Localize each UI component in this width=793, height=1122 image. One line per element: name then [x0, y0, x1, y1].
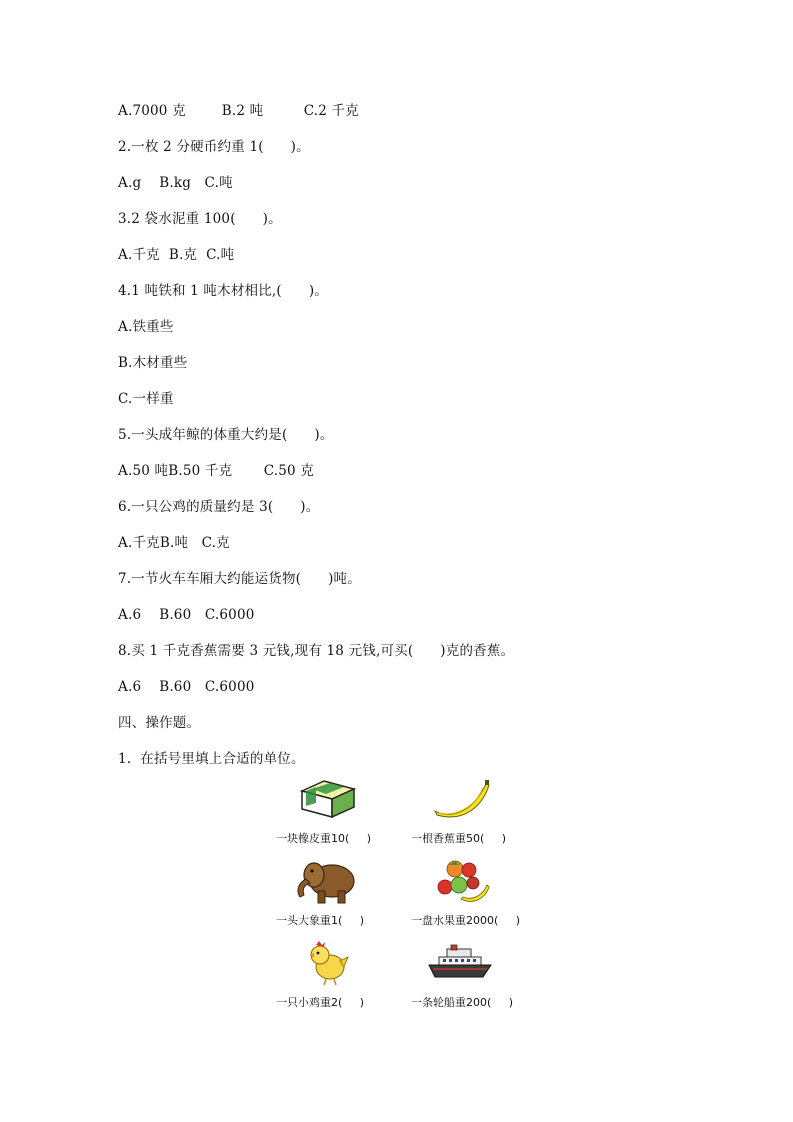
- q3-question: 3.2 袋水泥重 100( )。: [118, 211, 282, 227]
- q8-question: 8.买 1 千克香蕉需要 3 元钱,现有 18 元钱,可买( )克的香蕉。: [118, 643, 515, 659]
- elephant-caption: 一头大象重1( ): [276, 914, 365, 927]
- q8-options: A.6 B.60 C.6000: [118, 679, 255, 695]
- q6-question: 6.一只公鸡的质量约是 3( )。: [118, 499, 320, 515]
- q4-option-a: A.铁重些: [118, 319, 174, 335]
- q2-options: A.g B.kg C.吨: [118, 175, 233, 191]
- banana-caption: 一根香蕉重50( ): [411, 832, 507, 845]
- elephant-icon: [290, 857, 360, 907]
- fruit-plate-caption: 一盘水果重2000( ): [411, 914, 521, 927]
- banana-icon: [425, 775, 495, 825]
- chick-item: [270, 939, 400, 1019]
- q5-options: A.50 吨B.50 千克 C.50 克: [118, 463, 315, 479]
- q7-question: 7.一节火车车厢大约能运货物( )吨。: [118, 571, 361, 587]
- q4-option-b: B.木材重些: [118, 355, 188, 371]
- section-heading: 四、操作题。: [118, 715, 201, 731]
- ship-icon: [425, 939, 495, 989]
- chick-caption: 一只小鸡重2( ): [276, 996, 365, 1009]
- unit-fill-figure: [270, 775, 530, 1020]
- q3-options: A.千克 B.克 C.吨: [118, 247, 235, 263]
- chick-icon: [290, 939, 360, 989]
- fruit-plate-icon: [425, 857, 495, 907]
- eraser-icon: [290, 775, 360, 825]
- q4-question: 4.1 吨铁和 1 吨木材相比,( )。: [118, 283, 329, 299]
- operation-question-1: 1. 在括号里填上合适的单位。: [118, 751, 305, 767]
- q7-options: A.6 B.60 C.6000: [118, 607, 255, 623]
- fruit-plate-item: [405, 857, 535, 937]
- q1-options: A.7000 克 B.2 吨 C.2 千克: [118, 103, 359, 119]
- q5-question: 5.一头成年鲸的体重大约是( )。: [118, 427, 334, 443]
- eraser-caption: 一块橡皮重10( ): [276, 832, 372, 845]
- q4-option-c: C.一样重: [118, 391, 174, 407]
- elephant-item: [270, 857, 400, 937]
- banana-item: [405, 775, 535, 855]
- ship-caption: 一条轮船重200( ): [411, 996, 514, 1009]
- q2-question: 2.一枚 2 分硬币约重 1( )。: [118, 139, 310, 155]
- eraser-item: [270, 775, 400, 855]
- ship-item: [405, 939, 535, 1019]
- q6-options: A.千克B.吨 C.克: [118, 535, 230, 551]
